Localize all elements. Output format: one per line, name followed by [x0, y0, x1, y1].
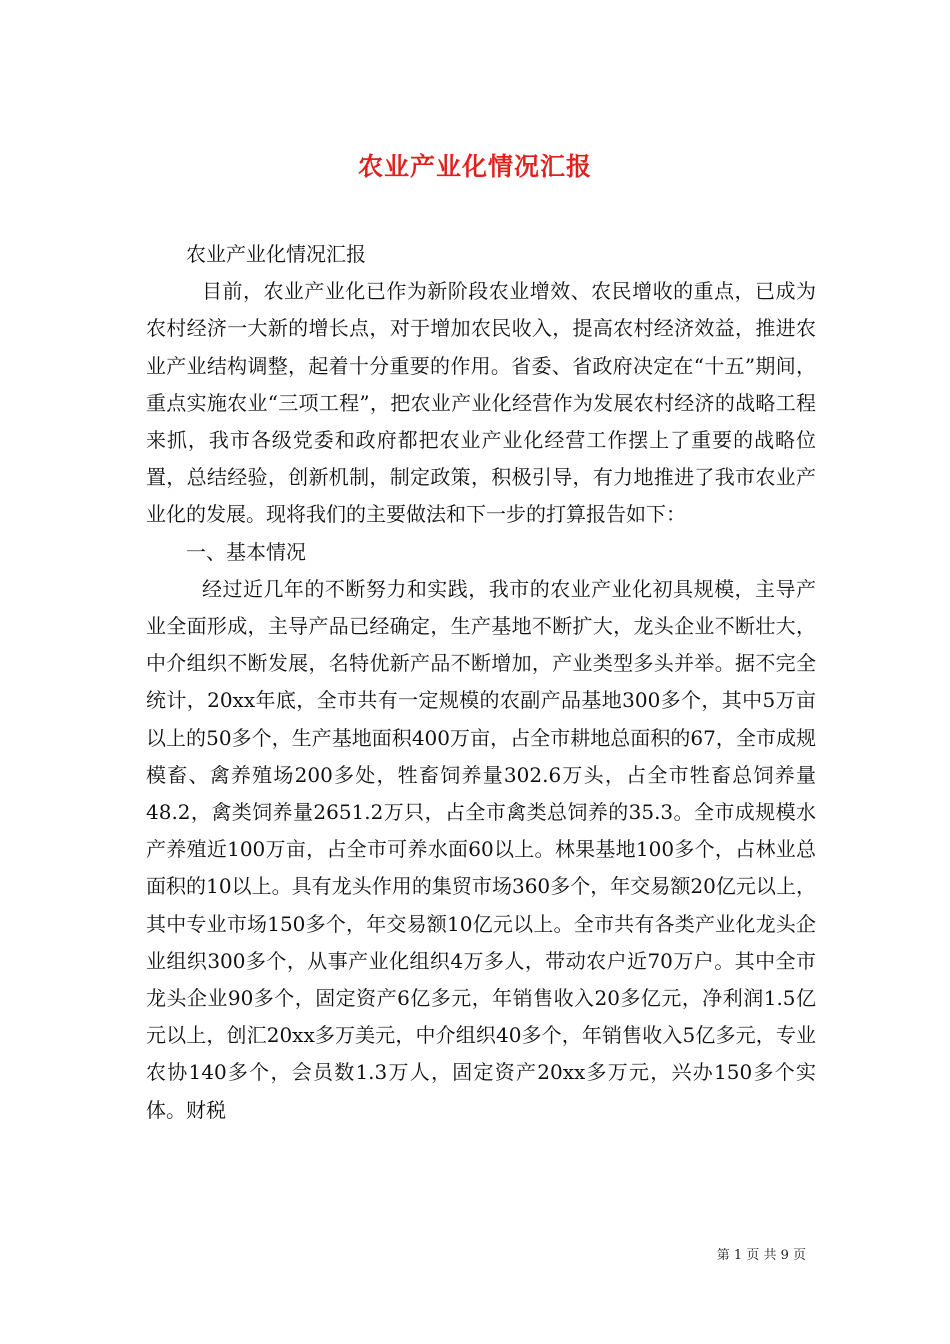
- paragraph-basic-situation: 经过近几年的不断努力和实践，我市的农业产业化初具规模，主导产业全面形成，主导产品已经确定，生产基地不断扩大，龙头企业不断壮大，中介组织不断发展，名特优新产品不断增加，产业类型多头并举。据不完全统计，20xx年底，全市共有一定规模的农副产品基地300多个，其中5万亩以上的50多个，生产基地面积400万亩，占全市耕地总面积的67，全市成规模畜、禽养殖场200多处，牲畜饲养量302.6万头，占全市牲畜总饲养量48.2，禽类饲养量2651.2万只，占全市禽类总饲养的35.3。全市成规模水产养殖近100万亩，占全市可养水面60以上。林果基地100多个，占林业总面积的10以上。具有龙头作用的集贸市场360多个，年交易额20亿元以上，其中专业市场150多个，年交易额10亿元以上。全市共有各类产业化龙头企业组织300多个，从事产业化组织4万多人，带动农户近70万户。其中全市龙头企业90多个，固定资产6亿多元，年销售收入20多亿元，净利润1.5亿元以上，创汇20xx多万美元，中介组织40多个，年销售收入5亿多元，专业农协140多个，会员数1.3万人，固定资产20xx多万元，兴办150多个实体。财税: [146, 576, 816, 1122]
- document-body: [146, 236, 816, 1129]
- section-heading-basic: 一、基本情况: [186, 539, 306, 564]
- page-title: 农业产业化情况汇报: [357, 151, 592, 181]
- page-number: 第 1 页 共 9 页: [716, 1248, 806, 1263]
- document-subtitle: 农业产业化情况汇报: [186, 242, 366, 266]
- paragraph-intro: 目前，农业产业化已作为新阶段农业增效、农民增收的重点，已成为农村经济一大新的增长点，对于增加农民收入，提高农村经济效益，推进农业产业结构调整，起着十分重要的作用。省委、省政府决定在“十五”期间，重点实施农业“三项工程”，把农业产业化经营作为发展农村经济的战略工程来抓，我市各级党委和政府都把农业产业化经营工作摆上了重要的战略位置，总结经验，创新机制，制定政策，积极引导，有力地推进了我市农业产业化的发展。现将我们的主要做法和下一步的打算报告如下：: [146, 279, 816, 527]
